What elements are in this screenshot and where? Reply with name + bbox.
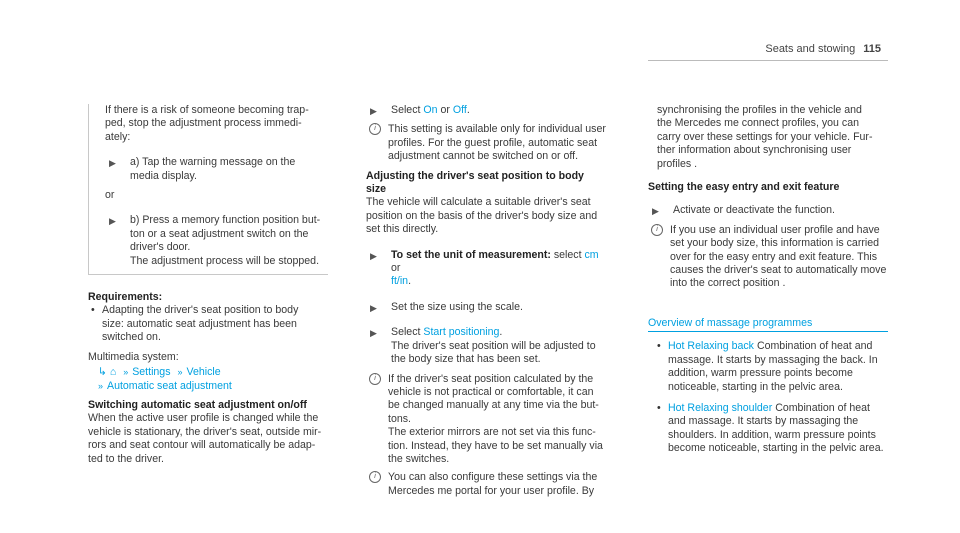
step-arrow-icon: ▶ <box>109 158 116 169</box>
info-icon: i <box>369 373 381 385</box>
path-start-arrow-icon: ↳ <box>98 366 107 379</box>
option-cm[interactable]: cm <box>584 248 599 261</box>
middle-column <box>366 104 606 503</box>
step-arrow-icon: ▶ <box>370 250 377 261</box>
right-column <box>648 104 888 460</box>
warning-step-b: ▶ b) Press a memory function position but- ton or a seat adjustment switch on the driver's door. The adjustment process will be stopped. <box>109 214 321 267</box>
massage-hot-relaxing-back-link[interactable]: Hot Relaxing back <box>668 340 754 353</box>
or-text: or <box>105 189 115 202</box>
info-icon: i <box>369 471 381 483</box>
path-separator-icon: » <box>123 367 129 378</box>
start-positioning-button[interactable]: Start positioning <box>423 326 500 339</box>
section-title: Seats and stowing <box>765 43 856 55</box>
massage-hot-relaxing-shoulder-link[interactable]: Hot Relaxing shoulder <box>668 401 773 414</box>
path-settings[interactable]: Settings <box>132 366 171 379</box>
switch-title: Switching automatic seat adjustment on/off <box>88 398 307 411</box>
page-number: 115 <box>863 43 881 55</box>
note-manual-adjustment: i If the driver's seat position calculated by the vehicle is not practical or comfortable, it can be changed manually at any time via the but- tons. The exterior mirrors are not set via this func- tion. Instead, they have to be set manually via the switches. <box>366 373 606 467</box>
easy-entry-step: ▶ Activate or deactivate the function. <box>648 204 888 217</box>
info-icon: i <box>651 224 663 236</box>
select-on-off-step: ▶ Select On or Off. <box>366 104 606 117</box>
easy-entry-title: Setting the easy entry and exit feature <box>648 181 840 194</box>
switch-text: When the active user profile is changed while the vehicle is stationary, the driver's seat, outside mir- rors and seat contour will automatically be adap- ted to the driver. <box>88 412 322 465</box>
warning-text: If there is a risk of someone becoming trap- ped, stop the adjustment process immedi- ately: <box>105 104 309 143</box>
adjust-title: Adjusting the driver's seat position to body size <box>366 169 584 196</box>
step-arrow-icon: ▶ <box>652 206 659 217</box>
massage-section-title: Overview of massage programmes <box>648 317 888 332</box>
scale-step: ▶ Set the size using the scale. <box>366 301 606 314</box>
note-mercedes-me: i You can also configure these settings via the Mercedes me portal for your user profile. By <box>366 471 606 498</box>
requirements-title: Requirements: <box>88 291 163 304</box>
step-arrow-icon: ▶ <box>370 328 377 339</box>
note-easy-entry: i If you use an individual user profile and have set your body size, this information is carried over for the easy entry and exit feature. This causes the driver's seat to automatically move into the correct position . <box>648 224 888 291</box>
path-separator-icon: » <box>177 367 183 378</box>
step-arrow-icon: ▶ <box>109 216 116 227</box>
massage-item-hot-relaxing-back: • Hot Relaxing back Combination of heat and massage. It starts by massaging the back. In addition, warm pressure points become noticeable, starting in the pelvic area. <box>654 340 888 394</box>
path-automatic-seat-adjustment[interactable]: Automatic seat adjustment <box>107 379 232 392</box>
requirement-item: • Adapting the driver's seat position to body size: automatic seat adjustment has been switched on. <box>88 304 328 344</box>
info-icon: i <box>369 123 381 135</box>
warning-step-a: ▶ a) Tap the warning message on the media display. <box>109 156 296 182</box>
path-vehicle[interactable]: Vehicle <box>186 366 221 379</box>
step-arrow-icon: ▶ <box>370 106 377 116</box>
massage-item-hot-relaxing-shoulder: • Hot Relaxing shoulder Combination of heat and massage. It starts by massaging the shoulders. In addition, warm pressure points become noticeable, starting in the pelvic area. <box>654 402 888 456</box>
page-header <box>765 43 881 56</box>
note-availability: i This setting is available only for individual user profiles. For the guest profile, automatic seat adjustment cannot be switched on or off. <box>366 123 606 163</box>
warning-box <box>88 104 328 275</box>
start-positioning-step: ▶ Select Start positioning. The driver's seat position will be adjusted to the body size that has been set. <box>370 326 596 366</box>
option-on[interactable]: On <box>423 104 438 116</box>
header-rule <box>648 60 888 61</box>
option-off[interactable]: Off <box>452 104 467 116</box>
sync-text: synchronising the profiles in the vehicle and the Mercedes me connect profiles, you can carry over these settings for your vehicle. Fur- ther information about synchronising user profiles . <box>657 104 873 170</box>
menu-path <box>98 366 328 393</box>
unit-step: ▶ To set the unit of measurement: select cm or ft/in. <box>370 248 599 288</box>
home-icon[interactable]: ⌂ <box>109 366 117 379</box>
option-ft-in[interactable]: ft/in <box>391 275 409 288</box>
multimedia-label: Multimedia system: <box>88 350 179 363</box>
step-arrow-icon: ▶ <box>370 302 377 313</box>
adjust-text: The vehicle will calculate a suitable driver's seat position on the basis of the driver's body size and set this directly. <box>366 196 598 236</box>
left-column <box>88 104 328 466</box>
path-separator-icon: » <box>98 380 104 391</box>
